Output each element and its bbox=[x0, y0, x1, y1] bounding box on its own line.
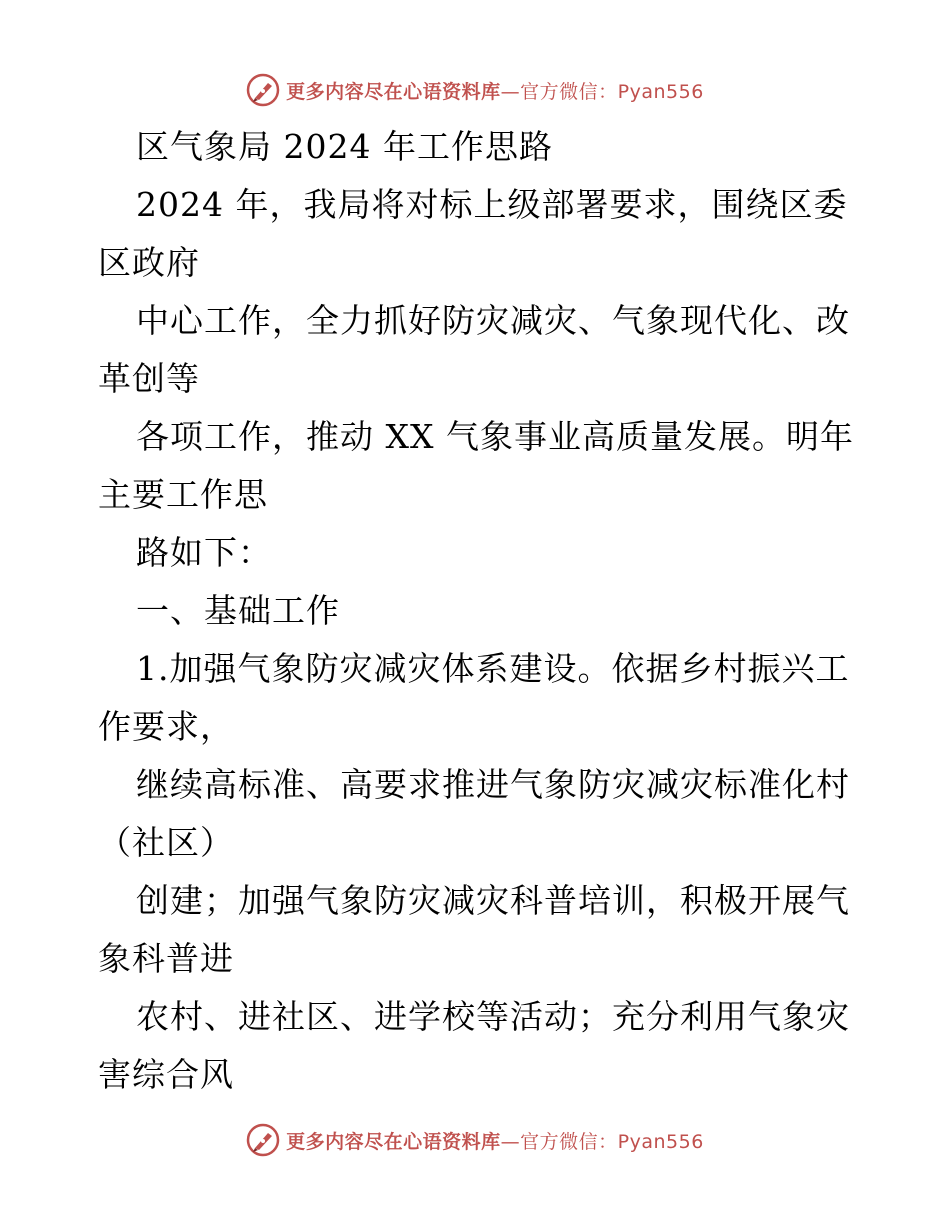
text-line: 革创等 bbox=[98, 359, 200, 398]
text-line: 农村、进社区、进学校等活动；充分利用气象灾 bbox=[136, 997, 850, 1036]
text-line: 继续高标准、高要求推进气象防灾减灾标准化村 bbox=[136, 765, 850, 804]
text-line: （社区） bbox=[98, 823, 234, 862]
banner-promo-text: 更多内容尽在心语资料库 bbox=[286, 1130, 501, 1153]
banner-text bbox=[286, 1127, 704, 1154]
footer-banner bbox=[0, 1120, 950, 1160]
pen-logo-icon bbox=[246, 73, 280, 107]
text-line: 创建；加强气象防灾减灾科普培训，积极开展气 bbox=[136, 881, 850, 920]
banner-wechat-text: 官方微信：Pyan556 bbox=[520, 80, 704, 103]
text-line: 区政府 bbox=[98, 243, 200, 282]
document-body bbox=[98, 118, 858, 1104]
text-line: 作要求， bbox=[98, 707, 234, 746]
pen-logo-icon bbox=[246, 1123, 280, 1157]
text-line: 各项工作，推动 XX 气象事业高质量发展。明年 bbox=[136, 417, 854, 456]
text-line: 一、基础工作 bbox=[136, 591, 340, 630]
banner-promo-text: 更多内容尽在心语资料库 bbox=[286, 80, 501, 103]
text-line: 中心工作，全力抓好防灾减灾、气象现代化、改 bbox=[136, 301, 850, 340]
text-line: 象科普进 bbox=[98, 939, 234, 978]
text-line: 1.加强气象防灾减灾体系建设。依据乡村振兴工 bbox=[136, 649, 850, 688]
text-line: 主要工作思 bbox=[98, 475, 268, 514]
banner-separator: — bbox=[500, 1130, 521, 1153]
banner-separator: — bbox=[500, 80, 521, 103]
text-line: 2024 年，我局将对标上级部署要求，围绕区委 bbox=[136, 185, 848, 224]
banner-wechat-text: 官方微信：Pyan556 bbox=[520, 1130, 704, 1153]
text-line: 害综合风 bbox=[98, 1055, 234, 1094]
header-banner bbox=[0, 70, 950, 110]
text-line: 区气象局 2024 年工作思路 bbox=[136, 127, 553, 166]
banner-text bbox=[286, 77, 704, 104]
text-line: 路如下： bbox=[136, 533, 272, 572]
